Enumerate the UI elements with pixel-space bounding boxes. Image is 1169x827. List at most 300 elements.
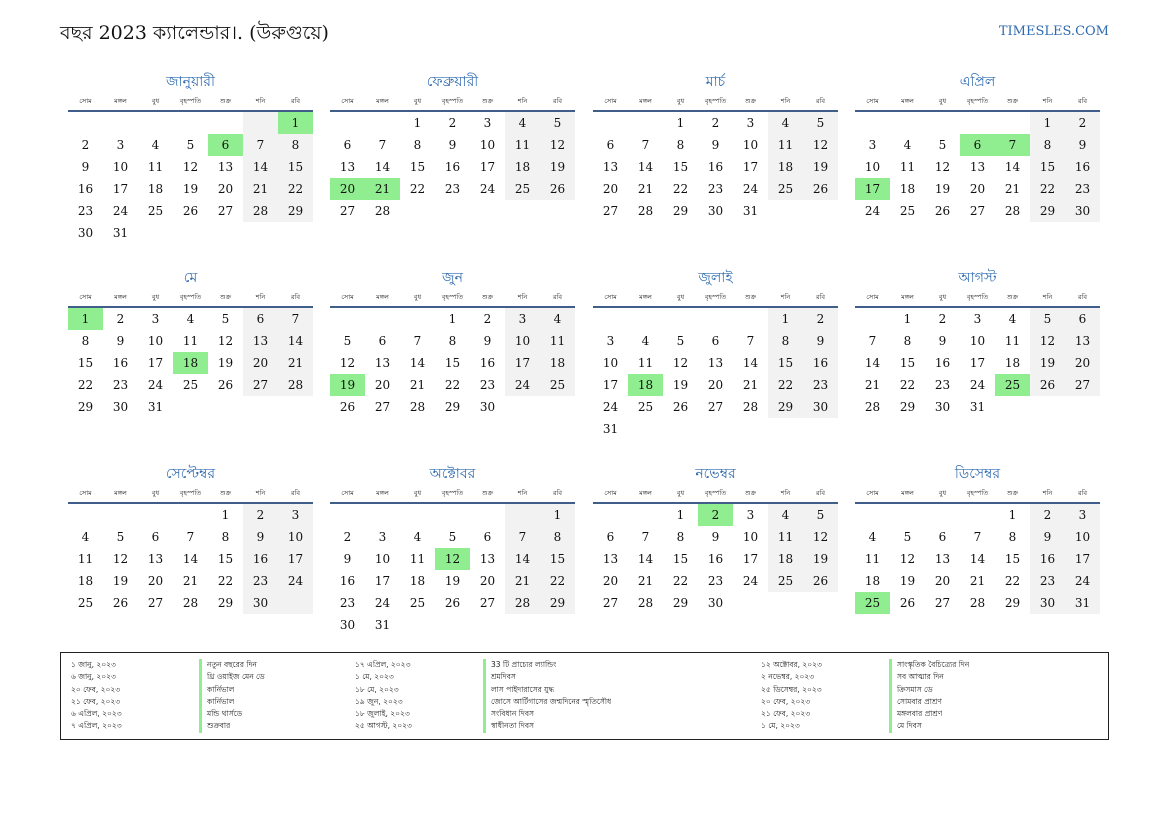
calendar-day[interactable]: 18: [899, 182, 916, 196]
calendar-day[interactable]: 4: [641, 334, 650, 348]
calendar-day[interactable]: 22: [768, 374, 803, 396]
calendar-day[interactable]: 15: [899, 356, 916, 370]
calendar-day[interactable]: 17: [278, 548, 313, 570]
calendar-day[interactable]: 1: [676, 116, 685, 130]
calendar-day[interactable]: 4: [903, 138, 912, 152]
calendar-day[interactable]: 28: [864, 400, 881, 414]
calendar-day[interactable]: 11: [864, 552, 881, 566]
calendar-day[interactable]: 20: [330, 178, 365, 200]
calendar-day[interactable]: 7: [413, 334, 422, 348]
calendar-day[interactable]: 29: [77, 400, 94, 414]
calendar-day[interactable]: 4: [413, 530, 422, 544]
calendar-day[interactable]: 16: [803, 352, 838, 374]
calendar-day[interactable]: 24: [742, 574, 759, 588]
calendar-day[interactable]: 9: [116, 334, 125, 348]
calendar-day[interactable]: 7: [641, 530, 650, 544]
calendar-day[interactable]: 10: [864, 160, 881, 174]
calendar-day[interactable]: 2: [243, 504, 278, 526]
calendar-day[interactable]: 4: [768, 112, 803, 134]
calendar-day[interactable]: 21: [278, 352, 313, 374]
calendar-day[interactable]: 29: [444, 400, 461, 414]
calendar-day[interactable]: 30: [803, 396, 838, 418]
calendar-day[interactable]: 27: [602, 204, 619, 218]
calendar-day[interactable]: 19: [672, 378, 689, 392]
calendar-day[interactable]: 25: [995, 374, 1030, 396]
calendar-day[interactable]: 8: [413, 138, 422, 152]
calendar-day[interactable]: 26: [112, 596, 129, 610]
calendar-day[interactable]: 4: [1008, 312, 1017, 326]
calendar-day[interactable]: 13: [479, 552, 496, 566]
calendar-day[interactable]: 8: [768, 330, 803, 352]
calendar-day[interactable]: 3: [606, 334, 615, 348]
calendar-day[interactable]: 17: [602, 378, 619, 392]
calendar-day[interactable]: 17: [505, 352, 540, 374]
calendar-day[interactable]: 23: [1030, 570, 1065, 592]
calendar-day[interactable]: 16: [243, 548, 278, 570]
calendar-day[interactable]: 31: [374, 618, 391, 632]
calendar-day[interactable]: 3: [378, 530, 387, 544]
calendar-day[interactable]: 18: [505, 156, 540, 178]
calendar-day[interactable]: 16: [1030, 548, 1065, 570]
calendar-day[interactable]: 21: [637, 574, 654, 588]
calendar-day[interactable]: 15: [1004, 552, 1021, 566]
calendar-day[interactable]: 25: [77, 596, 94, 610]
calendar-day[interactable]: 10: [278, 526, 313, 548]
calendar-day[interactable]: 26: [182, 204, 199, 218]
calendar-day[interactable]: 17: [374, 574, 391, 588]
calendar-day[interactable]: 19: [934, 182, 951, 196]
calendar-day[interactable]: 28: [637, 204, 654, 218]
calendar-day[interactable]: 3: [1065, 504, 1100, 526]
calendar-day[interactable]: 11: [1004, 334, 1021, 348]
calendar-day[interactable]: 11: [409, 552, 426, 566]
calendar-day[interactable]: 29: [1004, 596, 1021, 610]
calendar-day[interactable]: 19: [803, 156, 838, 178]
calendar-day[interactable]: 11: [505, 134, 540, 156]
calendar-day[interactable]: 10: [969, 334, 986, 348]
calendar-day[interactable]: 24: [147, 378, 164, 392]
calendar-day[interactable]: 3: [151, 312, 160, 326]
calendar-day[interactable]: 24: [374, 596, 391, 610]
calendar-day[interactable]: 10: [479, 138, 496, 152]
calendar-day[interactable]: 16: [479, 356, 496, 370]
calendar-day[interactable]: 26: [217, 378, 234, 392]
calendar-day[interactable]: 8: [676, 138, 685, 152]
calendar-day[interactable]: 5: [803, 112, 838, 134]
calendar-day[interactable]: 18: [768, 156, 803, 178]
calendar-day[interactable]: 10: [112, 160, 129, 174]
calendar-day[interactable]: 13: [374, 356, 391, 370]
calendar-day[interactable]: 31: [1065, 592, 1100, 614]
calendar-day[interactable]: 17: [112, 182, 129, 196]
calendar-day[interactable]: 31: [112, 226, 129, 240]
calendar-day[interactable]: 31: [147, 400, 164, 414]
calendar-day[interactable]: 20: [602, 182, 619, 196]
calendar-day[interactable]: 28: [182, 596, 199, 610]
calendar-day[interactable]: 30: [1065, 200, 1100, 222]
calendar-day[interactable]: 23: [339, 596, 356, 610]
calendar-day[interactable]: 28: [243, 200, 278, 222]
calendar-day[interactable]: 1: [413, 116, 422, 130]
calendar-day[interactable]: 1: [540, 504, 575, 526]
calendar-day[interactable]: 20: [479, 574, 496, 588]
calendar-day[interactable]: 26: [672, 400, 689, 414]
calendar-day[interactable]: 1: [768, 308, 803, 330]
calendar-day[interactable]: 22: [409, 182, 426, 196]
calendar-day[interactable]: 6: [151, 530, 160, 544]
calendar-day[interactable]: 5: [221, 312, 230, 326]
calendar-day[interactable]: 9: [1030, 526, 1065, 548]
calendar-day[interactable]: 18: [77, 574, 94, 588]
calendar-day[interactable]: 21: [182, 574, 199, 588]
calendar-day[interactable]: 28: [374, 204, 391, 218]
calendar-day[interactable]: 3: [973, 312, 982, 326]
calendar-day[interactable]: 27: [374, 400, 391, 414]
calendar-day[interactable]: 24: [969, 378, 986, 392]
calendar-day[interactable]: 24: [742, 182, 759, 196]
calendar-day[interactable]: 23: [1065, 178, 1100, 200]
calendar-day[interactable]: 2: [343, 530, 352, 544]
calendar-day[interactable]: 13: [243, 330, 278, 352]
calendar-day[interactable]: 18: [768, 548, 803, 570]
calendar-day[interactable]: 16: [934, 356, 951, 370]
calendar-day[interactable]: 23: [803, 374, 838, 396]
calendar-day[interactable]: 1: [1008, 508, 1017, 522]
calendar-day[interactable]: 4: [868, 530, 877, 544]
calendar-day[interactable]: 30: [112, 400, 129, 414]
calendar-day[interactable]: 27: [1065, 374, 1100, 396]
calendar-day[interactable]: 3: [505, 308, 540, 330]
calendar-day[interactable]: 15: [409, 160, 426, 174]
calendar-day[interactable]: 6: [960, 134, 995, 156]
calendar-day[interactable]: 14: [742, 356, 759, 370]
calendar-day[interactable]: 10: [374, 552, 391, 566]
calendar-day[interactable]: 13: [602, 160, 619, 174]
calendar-day[interactable]: 18: [1004, 356, 1021, 370]
calendar-day[interactable]: 17: [969, 356, 986, 370]
calendar-day[interactable]: 25: [540, 374, 575, 396]
calendar-day[interactable]: 9: [938, 334, 947, 348]
calendar-day[interactable]: 6: [606, 138, 615, 152]
calendar-day[interactable]: 30: [1030, 592, 1065, 614]
site-link[interactable]: TIMESLES.COM: [998, 24, 1109, 39]
calendar-day[interactable]: 3: [278, 504, 313, 526]
calendar-day[interactable]: 14: [409, 356, 426, 370]
calendar-day[interactable]: 15: [77, 356, 94, 370]
calendar-day[interactable]: 28: [637, 596, 654, 610]
calendar-day[interactable]: 6: [711, 334, 720, 348]
calendar-day[interactable]: 27: [217, 204, 234, 218]
calendar-day[interactable]: 14: [969, 552, 986, 566]
calendar-day[interactable]: 17: [1065, 548, 1100, 570]
calendar-day[interactable]: 12: [803, 134, 838, 156]
calendar-day[interactable]: 7: [995, 134, 1030, 156]
calendar-day[interactable]: 12: [803, 526, 838, 548]
calendar-day[interactable]: 13: [147, 552, 164, 566]
calendar-day[interactable]: 13: [217, 160, 234, 174]
calendar-day[interactable]: 20: [147, 574, 164, 588]
calendar-day[interactable]: 20: [934, 574, 951, 588]
calendar-day[interactable]: 13: [707, 356, 724, 370]
calendar-day[interactable]: 6: [378, 334, 387, 348]
calendar-day[interactable]: 14: [243, 156, 278, 178]
calendar-day[interactable]: 5: [116, 530, 125, 544]
calendar-day[interactable]: 10: [742, 530, 759, 544]
calendar-day[interactable]: 2: [711, 116, 720, 130]
calendar-day[interactable]: 7: [641, 138, 650, 152]
calendar-day[interactable]: 1: [278, 112, 313, 134]
calendar-day[interactable]: 22: [444, 378, 461, 392]
calendar-day[interactable]: 8: [676, 530, 685, 544]
calendar-day[interactable]: 19: [444, 574, 461, 588]
calendar-day[interactable]: 13: [1065, 330, 1100, 352]
calendar-day[interactable]: 14: [1004, 160, 1021, 174]
calendar-day[interactable]: 27: [243, 374, 278, 396]
calendar-day[interactable]: 24: [864, 204, 881, 218]
calendar-day[interactable]: 15: [217, 552, 234, 566]
calendar-day[interactable]: 12: [112, 552, 129, 566]
calendar-day[interactable]: 11: [899, 160, 916, 174]
calendar-day[interactable]: 5: [448, 530, 457, 544]
calendar-day[interactable]: 28: [742, 400, 759, 414]
calendar-day[interactable]: 2: [938, 312, 947, 326]
calendar-day[interactable]: 6: [343, 138, 352, 152]
calendar-day[interactable]: 29: [672, 204, 689, 218]
calendar-day[interactable]: 22: [278, 178, 313, 200]
calendar-day[interactable]: 2: [1030, 504, 1065, 526]
calendar-day[interactable]: 20: [1065, 352, 1100, 374]
calendar-day[interactable]: 7: [243, 134, 278, 156]
calendar-day[interactable]: 17: [855, 178, 890, 200]
calendar-day[interactable]: 24: [602, 400, 619, 414]
calendar-day[interactable]: 26: [803, 178, 838, 200]
calendar-day[interactable]: 15: [278, 156, 313, 178]
calendar-day[interactable]: 15: [444, 356, 461, 370]
calendar-day[interactable]: 26: [899, 596, 916, 610]
calendar-day[interactable]: 18: [628, 374, 663, 396]
calendar-day[interactable]: 30: [707, 204, 724, 218]
calendar-day[interactable]: 8: [81, 334, 90, 348]
calendar-day[interactable]: 23: [77, 204, 94, 218]
calendar-day[interactable]: 27: [934, 596, 951, 610]
calendar-day[interactable]: 6: [606, 530, 615, 544]
calendar-day[interactable]: 5: [938, 138, 947, 152]
calendar-day[interactable]: 23: [707, 574, 724, 588]
calendar-day[interactable]: 8: [278, 134, 313, 156]
calendar-day[interactable]: 10: [505, 330, 540, 352]
calendar-day[interactable]: 21: [365, 178, 400, 200]
calendar-day[interactable]: 7: [868, 334, 877, 348]
calendar-day[interactable]: 11: [768, 526, 803, 548]
calendar-day[interactable]: 16: [707, 552, 724, 566]
calendar-day[interactable]: 12: [934, 160, 951, 174]
calendar-day[interactable]: 22: [672, 574, 689, 588]
calendar-day[interactable]: 15: [672, 160, 689, 174]
calendar-day[interactable]: 19: [1030, 352, 1065, 374]
calendar-day[interactable]: 24: [112, 204, 129, 218]
calendar-day[interactable]: 2: [483, 312, 492, 326]
calendar-day[interactable]: 9: [343, 552, 352, 566]
calendar-day[interactable]: 22: [77, 378, 94, 392]
calendar-day[interactable]: 13: [602, 552, 619, 566]
calendar-day[interactable]: 25: [147, 204, 164, 218]
calendar-day[interactable]: 23: [707, 182, 724, 196]
calendar-day[interactable]: 21: [505, 570, 540, 592]
calendar-day[interactable]: 25: [768, 570, 803, 592]
calendar-day[interactable]: 7: [186, 530, 195, 544]
calendar-day[interactable]: 7: [973, 530, 982, 544]
calendar-day[interactable]: 1: [1030, 112, 1065, 134]
calendar-day[interactable]: 29: [217, 596, 234, 610]
calendar-day[interactable]: 12: [435, 548, 470, 570]
calendar-day[interactable]: 29: [540, 592, 575, 614]
calendar-day[interactable]: 29: [1030, 200, 1065, 222]
calendar-day[interactable]: 28: [409, 400, 426, 414]
calendar-day[interactable]: 14: [637, 160, 654, 174]
calendar-day[interactable]: 15: [672, 552, 689, 566]
calendar-day[interactable]: 4: [151, 138, 160, 152]
calendar-day[interactable]: 18: [409, 574, 426, 588]
calendar-day[interactable]: 15: [540, 548, 575, 570]
calendar-day[interactable]: 2: [448, 116, 457, 130]
calendar-day[interactable]: 12: [182, 160, 199, 174]
calendar-day[interactable]: 6: [1065, 308, 1100, 330]
calendar-day[interactable]: 24: [479, 182, 496, 196]
calendar-day[interactable]: 2: [698, 504, 733, 526]
calendar-day[interactable]: 8: [448, 334, 457, 348]
calendar-day[interactable]: 3: [483, 116, 492, 130]
calendar-day[interactable]: 1: [221, 508, 230, 522]
calendar-day[interactable]: 26: [339, 400, 356, 414]
calendar-day[interactable]: 4: [81, 530, 90, 544]
calendar-day[interactable]: 30: [77, 226, 94, 240]
calendar-day[interactable]: 6: [208, 134, 243, 156]
calendar-day[interactable]: 31: [742, 204, 759, 218]
calendar-day[interactable]: 9: [711, 138, 720, 152]
calendar-day[interactable]: 17: [479, 160, 496, 174]
calendar-day[interactable]: 8: [221, 530, 230, 544]
calendar-day[interactable]: 29: [672, 596, 689, 610]
calendar-day[interactable]: 8: [903, 334, 912, 348]
calendar-day[interactable]: 27: [969, 204, 986, 218]
calendar-day[interactable]: 29: [768, 396, 803, 418]
calendar-day[interactable]: 20: [217, 182, 234, 196]
calendar-day[interactable]: 12: [540, 134, 575, 156]
calendar-day[interactable]: 26: [1030, 374, 1065, 396]
calendar-day[interactable]: 17: [742, 552, 759, 566]
calendar-day[interactable]: 22: [217, 574, 234, 588]
calendar-day[interactable]: 26: [540, 178, 575, 200]
calendar-day[interactable]: 21: [742, 378, 759, 392]
calendar-day[interactable]: 25: [855, 592, 890, 614]
calendar-day[interactable]: 23: [112, 378, 129, 392]
calendar-day[interactable]: 8: [1030, 134, 1065, 156]
calendar-day[interactable]: 10: [1065, 526, 1100, 548]
calendar-day[interactable]: 9: [1065, 134, 1100, 156]
calendar-day[interactable]: 1: [676, 508, 685, 522]
calendar-day[interactable]: 20: [602, 574, 619, 588]
calendar-day[interactable]: 22: [899, 378, 916, 392]
calendar-day[interactable]: 16: [1065, 156, 1100, 178]
calendar-day[interactable]: 9: [803, 330, 838, 352]
calendar-day[interactable]: 9: [711, 530, 720, 544]
calendar-day[interactable]: 9: [81, 160, 90, 174]
calendar-day[interactable]: 11: [637, 356, 654, 370]
calendar-day[interactable]: 28: [278, 374, 313, 396]
calendar-day[interactable]: 6: [483, 530, 492, 544]
calendar-day[interactable]: 5: [540, 112, 575, 134]
calendar-day[interactable]: 11: [77, 552, 94, 566]
calendar-day[interactable]: 10: [742, 138, 759, 152]
calendar-day[interactable]: 9: [448, 138, 457, 152]
calendar-day[interactable]: 20: [969, 182, 986, 196]
calendar-day[interactable]: 28: [1004, 204, 1021, 218]
calendar-day[interactable]: 23: [243, 570, 278, 592]
calendar-day[interactable]: 15: [768, 352, 803, 374]
calendar-day[interactable]: 20: [374, 378, 391, 392]
calendar-day[interactable]: 19: [217, 356, 234, 370]
calendar-day[interactable]: 1: [68, 308, 103, 330]
calendar-day[interactable]: 31: [969, 400, 986, 414]
calendar-day[interactable]: 21: [243, 178, 278, 200]
calendar-day[interactable]: 14: [182, 552, 199, 566]
calendar-day[interactable]: 16: [339, 574, 356, 588]
calendar-day[interactable]: 19: [803, 548, 838, 570]
calendar-day[interactable]: 30: [479, 400, 496, 414]
calendar-day[interactable]: 25: [505, 178, 540, 200]
calendar-day[interactable]: 5: [803, 504, 838, 526]
calendar-day[interactable]: 30: [707, 596, 724, 610]
calendar-day[interactable]: 27: [602, 596, 619, 610]
calendar-day[interactable]: 18: [864, 574, 881, 588]
calendar-day[interactable]: 2: [81, 138, 90, 152]
calendar-day[interactable]: 2: [116, 312, 125, 326]
calendar-day[interactable]: 26: [803, 570, 838, 592]
calendar-day[interactable]: 24: [505, 374, 540, 396]
calendar-day[interactable]: 25: [637, 400, 654, 414]
calendar-day[interactable]: 27: [707, 400, 724, 414]
calendar-day[interactable]: 23: [934, 378, 951, 392]
calendar-day[interactable]: 11: [182, 334, 199, 348]
calendar-day[interactable]: 5: [186, 138, 195, 152]
calendar-day[interactable]: 16: [112, 356, 129, 370]
calendar-day[interactable]: 10: [147, 334, 164, 348]
calendar-day[interactable]: 7: [505, 526, 540, 548]
calendar-day[interactable]: 5: [1030, 308, 1065, 330]
calendar-day[interactable]: 8: [1008, 530, 1017, 544]
calendar-day[interactable]: 23: [444, 182, 461, 196]
calendar-day[interactable]: 13: [934, 552, 951, 566]
calendar-day[interactable]: 19: [540, 156, 575, 178]
calendar-day[interactable]: 29: [899, 400, 916, 414]
calendar-day[interactable]: 12: [672, 356, 689, 370]
calendar-day[interactable]: 15: [1030, 156, 1065, 178]
calendar-day[interactable]: 7: [746, 334, 755, 348]
calendar-day[interactable]: 25: [409, 596, 426, 610]
calendar-day[interactable]: 3: [746, 508, 755, 522]
calendar-day[interactable]: 12: [217, 334, 234, 348]
calendar-day[interactable]: 12: [339, 356, 356, 370]
calendar-day[interactable]: 12: [1030, 330, 1065, 352]
calendar-day[interactable]: 18: [540, 352, 575, 374]
calendar-day[interactable]: 3: [746, 116, 755, 130]
calendar-day[interactable]: 28: [969, 596, 986, 610]
calendar-day[interactable]: 22: [1004, 574, 1021, 588]
calendar-day[interactable]: 26: [934, 204, 951, 218]
calendar-day[interactable]: 14: [637, 552, 654, 566]
calendar-day[interactable]: 26: [444, 596, 461, 610]
calendar-day[interactable]: 28: [505, 592, 540, 614]
